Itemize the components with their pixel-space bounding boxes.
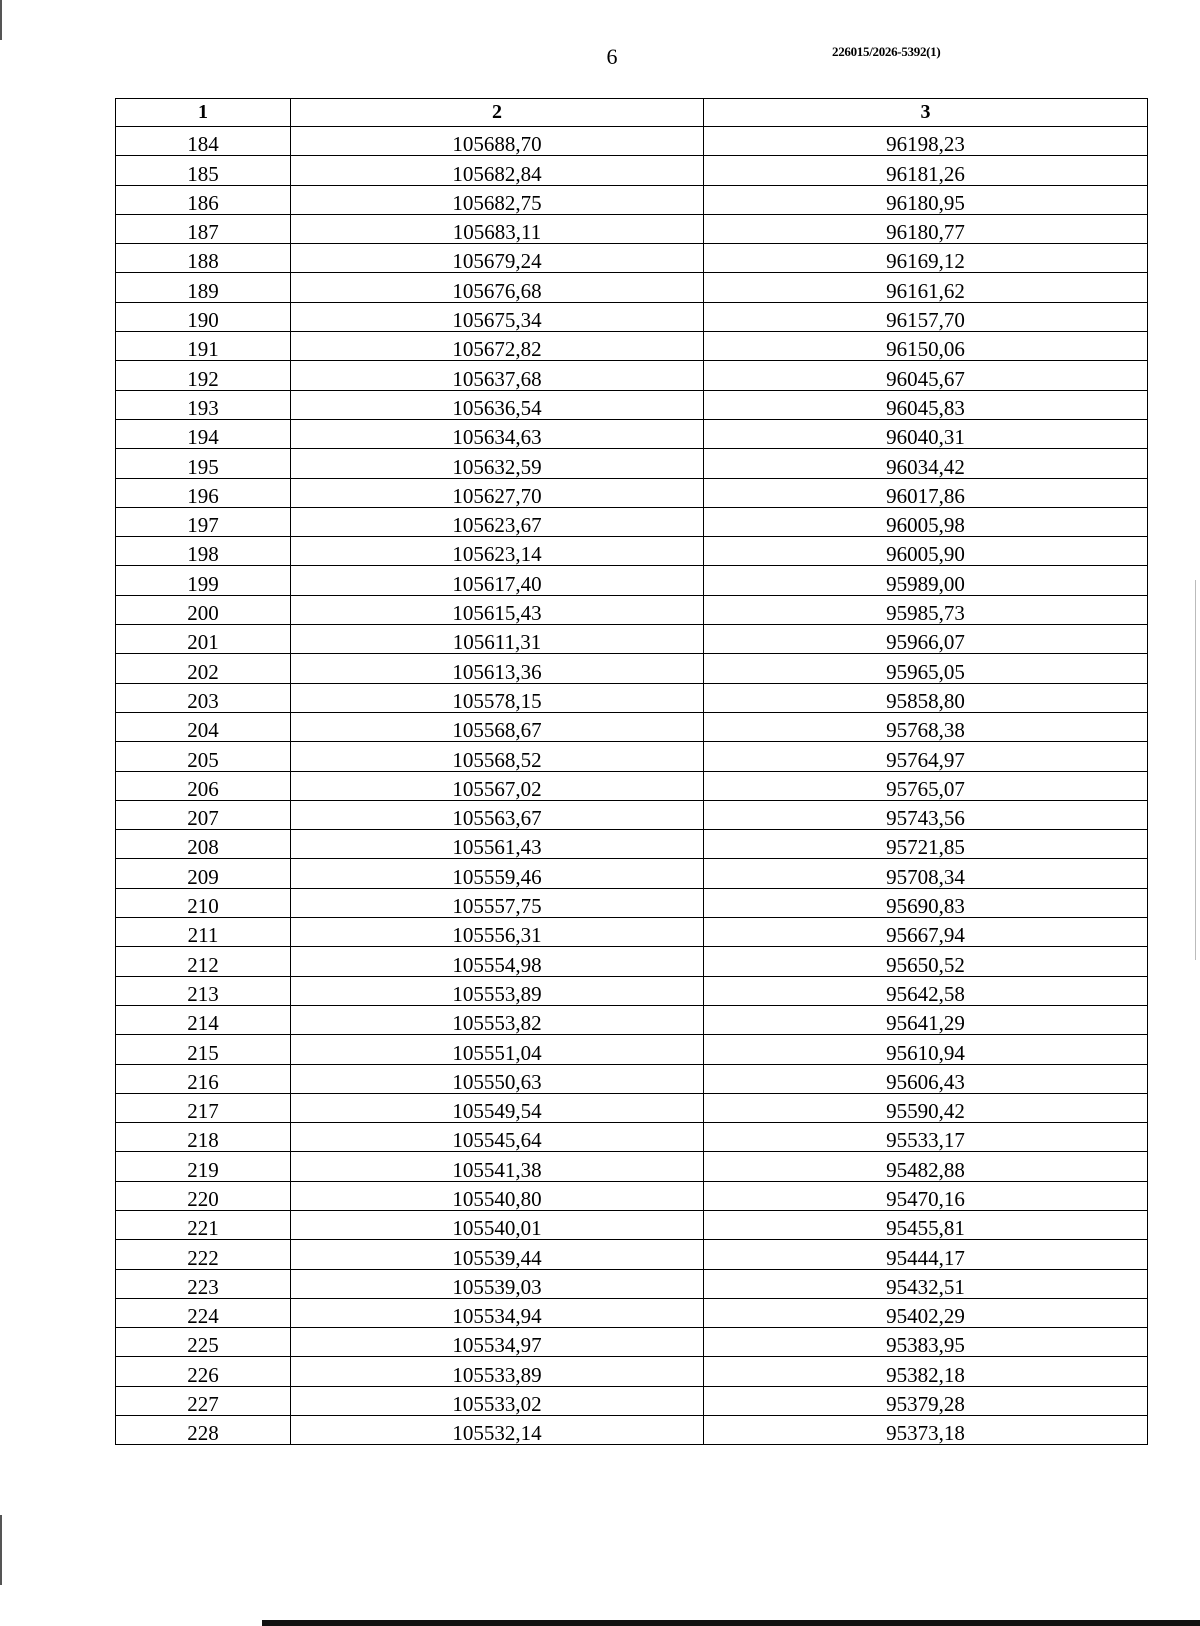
point-number-cell: 219: [116, 1152, 291, 1181]
coordinate-y-cell: 95965,05: [704, 654, 1148, 683]
table-row: [116, 507, 1148, 536]
coordinate-y-cell: 95373,18: [704, 1416, 1148, 1445]
table-row: [116, 273, 1148, 302]
point-number-cell: 221: [116, 1210, 291, 1239]
coordinate-x-cell: 105559,46: [291, 859, 704, 888]
coordinate-x-cell: 105613,36: [291, 654, 704, 683]
coordinate-x-cell: 105557,75: [291, 888, 704, 917]
coordinate-y-cell: 95610,94: [704, 1035, 1148, 1064]
coordinate-x-cell: 105533,89: [291, 1357, 704, 1386]
coordinate-y-cell: 96005,90: [704, 537, 1148, 566]
coordinate-x-cell: 105539,03: [291, 1269, 704, 1298]
table-row: [116, 1123, 1148, 1152]
point-number-cell: 225: [116, 1328, 291, 1357]
point-number-cell: 204: [116, 712, 291, 741]
table-row: [116, 302, 1148, 331]
coordinate-y-cell: 96040,31: [704, 419, 1148, 448]
coordinate-y-cell: 96150,06: [704, 332, 1148, 361]
coordinate-x-cell: 105549,54: [291, 1093, 704, 1122]
point-number-cell: 224: [116, 1298, 291, 1327]
table-row: [116, 1386, 1148, 1415]
coordinate-y-cell: 95590,42: [704, 1093, 1148, 1122]
coordinate-x-cell: 105553,82: [291, 1005, 704, 1034]
coordinate-x-cell: 105533,02: [291, 1386, 704, 1415]
coordinate-x-cell: 105540,80: [291, 1181, 704, 1210]
table-row: [116, 1152, 1148, 1181]
coordinate-x-cell: 105567,02: [291, 771, 704, 800]
table-header-row: [116, 99, 1148, 127]
coordinate-x-cell: 105553,89: [291, 976, 704, 1005]
coordinate-y-cell: 95402,29: [704, 1298, 1148, 1327]
coordinate-y-cell: 95690,83: [704, 888, 1148, 917]
point-number-cell: 206: [116, 771, 291, 800]
table-row: [116, 419, 1148, 448]
table-row: [116, 361, 1148, 390]
scan-bottom-bar: [262, 1620, 1200, 1626]
table-row: [116, 830, 1148, 859]
point-number-cell: 205: [116, 742, 291, 771]
coordinate-y-cell: 96180,77: [704, 214, 1148, 243]
table-row: [116, 771, 1148, 800]
point-number-cell: 212: [116, 947, 291, 976]
table-row: [116, 1357, 1148, 1386]
coordinate-y-cell: 95721,85: [704, 830, 1148, 859]
point-number-cell: 210: [116, 888, 291, 917]
point-number-cell: 194: [116, 419, 291, 448]
coordinate-x-cell: 105682,84: [291, 156, 704, 185]
coordinates-table: [115, 98, 1148, 1445]
coordinate-y-cell: 95642,58: [704, 976, 1148, 1005]
coordinate-x-cell: 105554,98: [291, 947, 704, 976]
coordinate-y-cell: 95764,97: [704, 742, 1148, 771]
point-number-cell: 215: [116, 1035, 291, 1064]
point-number-cell: 186: [116, 185, 291, 214]
point-number-cell: 199: [116, 566, 291, 595]
table-row: [116, 1416, 1148, 1445]
coordinate-y-cell: 95768,38: [704, 712, 1148, 741]
table-row: [116, 683, 1148, 712]
point-number-cell: 195: [116, 449, 291, 478]
scan-edge-mark: [0, 0, 2, 40]
table-row: [116, 449, 1148, 478]
coordinate-x-cell: 105683,11: [291, 214, 704, 243]
scan-edge-mark: [1195, 580, 1196, 960]
point-number-cell: 184: [116, 127, 291, 156]
point-number-cell: 220: [116, 1181, 291, 1210]
table-row: [116, 1064, 1148, 1093]
coordinate-y-cell: 95432,51: [704, 1269, 1148, 1298]
table-row: [116, 566, 1148, 595]
coordinate-y-cell: 95455,81: [704, 1210, 1148, 1239]
page-number: 6: [606, 44, 618, 69]
coordinate-x-cell: 105568,52: [291, 742, 704, 771]
coordinate-x-cell: 105532,14: [291, 1416, 704, 1445]
point-number-cell: 217: [116, 1093, 291, 1122]
coordinate-y-cell: 96157,70: [704, 302, 1148, 331]
coordinate-x-cell: 105561,43: [291, 830, 704, 859]
table-row: [116, 625, 1148, 654]
column-header: 2: [291, 99, 704, 127]
coordinate-y-cell: 95444,17: [704, 1240, 1148, 1269]
table-body: [116, 127, 1148, 1445]
table-row: [116, 1005, 1148, 1034]
table-row: [116, 859, 1148, 888]
scan-edge-mark: [0, 1515, 2, 1585]
table-row: [116, 654, 1148, 683]
coordinate-y-cell: 95379,28: [704, 1386, 1148, 1415]
point-number-cell: 197: [116, 507, 291, 536]
point-number-cell: 216: [116, 1064, 291, 1093]
coordinate-y-cell: 96161,62: [704, 273, 1148, 302]
coordinate-x-cell: 105675,34: [291, 302, 704, 331]
coordinate-y-cell: 95533,17: [704, 1123, 1148, 1152]
coordinate-x-cell: 105568,67: [291, 712, 704, 741]
coordinate-y-cell: 95985,73: [704, 595, 1148, 624]
coordinate-x-cell: 105679,24: [291, 244, 704, 273]
point-number-cell: 223: [116, 1269, 291, 1298]
coordinate-x-cell: 105534,97: [291, 1328, 704, 1357]
table-row: [116, 712, 1148, 741]
point-number-cell: 214: [116, 1005, 291, 1034]
table-row: [116, 742, 1148, 771]
coordinate-x-cell: 105682,75: [291, 185, 704, 214]
coordinate-y-cell: 96045,67: [704, 361, 1148, 390]
table-row: [116, 595, 1148, 624]
coordinate-y-cell: 95470,16: [704, 1181, 1148, 1210]
coordinate-x-cell: 105550,63: [291, 1064, 704, 1093]
table-row: [116, 918, 1148, 947]
table-row: [116, 214, 1148, 243]
table-row: [116, 244, 1148, 273]
point-number-cell: 226: [116, 1357, 291, 1386]
point-number-cell: 202: [116, 654, 291, 683]
coordinate-x-cell: 105627,70: [291, 478, 704, 507]
point-number-cell: 200: [116, 595, 291, 624]
coordinate-x-cell: 105534,94: [291, 1298, 704, 1327]
coordinate-y-cell: 96169,12: [704, 244, 1148, 273]
table-row: [116, 390, 1148, 419]
coordinate-x-cell: 105551,04: [291, 1035, 704, 1064]
coordinate-y-cell: 95482,88: [704, 1152, 1148, 1181]
coordinate-y-cell: 95966,07: [704, 625, 1148, 654]
table-row: [116, 1093, 1148, 1122]
table-row: [116, 1035, 1148, 1064]
coordinate-y-cell: 96180,95: [704, 185, 1148, 214]
point-number-cell: 218: [116, 1123, 291, 1152]
point-number-cell: 187: [116, 214, 291, 243]
coordinate-x-cell: 105688,70: [291, 127, 704, 156]
coordinate-y-cell: 95383,95: [704, 1328, 1148, 1357]
coordinate-y-cell: 95765,07: [704, 771, 1148, 800]
coordinate-y-cell: 95606,43: [704, 1064, 1148, 1093]
coordinate-x-cell: 105578,15: [291, 683, 704, 712]
coordinate-x-cell: 105615,43: [291, 595, 704, 624]
coordinate-x-cell: 105676,68: [291, 273, 704, 302]
coordinate-x-cell: 105541,38: [291, 1152, 704, 1181]
coordinate-y-cell: 96005,98: [704, 507, 1148, 536]
coordinate-y-cell: 95641,29: [704, 1005, 1148, 1034]
coordinate-x-cell: 105617,40: [291, 566, 704, 595]
point-number-cell: 198: [116, 537, 291, 566]
table-row: [116, 332, 1148, 361]
coordinate-x-cell: 105634,63: [291, 419, 704, 448]
table-row: [116, 1269, 1148, 1298]
coordinate-x-cell: 105636,54: [291, 390, 704, 419]
coordinate-y-cell: 95667,94: [704, 918, 1148, 947]
point-number-cell: 203: [116, 683, 291, 712]
point-number-cell: 191: [116, 332, 291, 361]
point-number-cell: 188: [116, 244, 291, 273]
coordinate-y-cell: 96045,83: [704, 390, 1148, 419]
coordinate-x-cell: 105632,59: [291, 449, 704, 478]
coordinate-y-cell: 95858,80: [704, 683, 1148, 712]
point-number-cell: 222: [116, 1240, 291, 1269]
coordinate-y-cell: 96034,42: [704, 449, 1148, 478]
coordinate-x-cell: 105623,14: [291, 537, 704, 566]
table-row: [116, 1298, 1148, 1327]
point-number-cell: 185: [116, 156, 291, 185]
table-row: [116, 1210, 1148, 1239]
coordinate-x-cell: 105539,44: [291, 1240, 704, 1269]
coordinate-y-cell: 95382,18: [704, 1357, 1148, 1386]
point-number-cell: 193: [116, 390, 291, 419]
table-row: [116, 1181, 1148, 1210]
column-header: 1: [116, 99, 291, 127]
table-row: [116, 185, 1148, 214]
point-number-cell: 228: [116, 1416, 291, 1445]
coordinate-y-cell: 95743,56: [704, 800, 1148, 829]
coordinate-y-cell: 96198,23: [704, 127, 1148, 156]
point-number-cell: 189: [116, 273, 291, 302]
coordinate-y-cell: 95708,34: [704, 859, 1148, 888]
coordinate-x-cell: 105556,31: [291, 918, 704, 947]
table-row: [116, 1328, 1148, 1357]
coordinate-x-cell: 105540,01: [291, 1210, 704, 1239]
point-number-cell: 227: [116, 1386, 291, 1415]
coordinate-x-cell: 105623,67: [291, 507, 704, 536]
coordinate-x-cell: 105637,68: [291, 361, 704, 390]
coordinate-y-cell: 95650,52: [704, 947, 1148, 976]
point-number-cell: 192: [116, 361, 291, 390]
document-reference: 226015/2026-5392(1): [832, 44, 941, 59]
point-number-cell: 196: [116, 478, 291, 507]
table-row: [116, 800, 1148, 829]
coordinate-x-cell: 105563,67: [291, 800, 704, 829]
column-header: 3: [704, 99, 1148, 127]
coordinate-x-cell: 105611,31: [291, 625, 704, 654]
point-number-cell: 213: [116, 976, 291, 1005]
point-number-cell: 201: [116, 625, 291, 654]
point-number-cell: 190: [116, 302, 291, 331]
table-row: [116, 1240, 1148, 1269]
coordinate-x-cell: 105672,82: [291, 332, 704, 361]
point-number-cell: 211: [116, 918, 291, 947]
table-row: [116, 478, 1148, 507]
coordinate-y-cell: 96181,26: [704, 156, 1148, 185]
table-row: [116, 976, 1148, 1005]
coordinate-y-cell: 95989,00: [704, 566, 1148, 595]
point-number-cell: 208: [116, 830, 291, 859]
point-number-cell: 209: [116, 859, 291, 888]
table-row: [116, 156, 1148, 185]
table-row: [116, 127, 1148, 156]
coordinate-y-cell: 96017,86: [704, 478, 1148, 507]
table-row: [116, 537, 1148, 566]
table-row: [116, 947, 1148, 976]
table-row: [116, 888, 1148, 917]
coordinate-x-cell: 105545,64: [291, 1123, 704, 1152]
point-number-cell: 207: [116, 800, 291, 829]
